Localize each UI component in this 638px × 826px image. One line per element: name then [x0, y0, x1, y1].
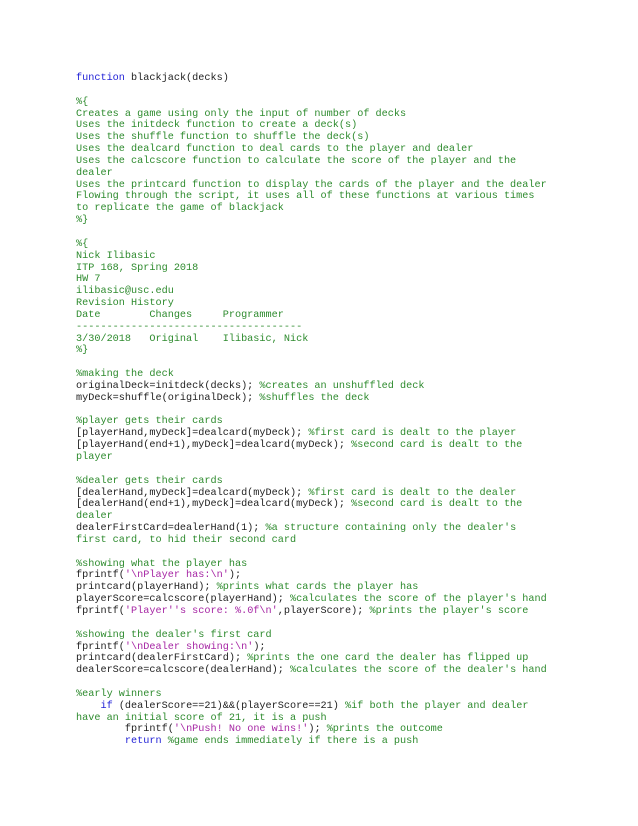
code-line [76, 547, 566, 559]
comment-token: %} [76, 215, 89, 227]
code-line [76, 381, 566, 393]
comment-token: %showing what the player has [76, 558, 248, 570]
code-token: blackjack(decks) [124, 73, 229, 84]
comment-token: %second card is dealt to the [351, 499, 523, 511]
comment-token: %a structure containing only the dealer's [265, 523, 517, 535]
code-token: ); [253, 641, 266, 653]
code-line [76, 630, 566, 642]
comment-token: first card, to hid their second card [76, 534, 297, 546]
comment-token: %showing the dealer's first card [76, 629, 272, 641]
string-token: '\nPlayer has:\n' [124, 570, 229, 582]
code-line [76, 144, 566, 156]
string-token: 'Player''s score: %.0f\n' [124, 605, 278, 617]
comment-token: HW 7 [76, 274, 101, 286]
comment-token: Uses the dealcard function to deal cards to the player and dealer [76, 144, 474, 156]
code-line [76, 724, 566, 736]
comment-token: Uses the printcard function to display the cards of the player and the dealer [76, 179, 547, 191]
code-line [76, 73, 566, 85]
keyword-token: function [76, 73, 125, 84]
comment-token: %second card is dealt to the [351, 440, 523, 452]
code-line [76, 464, 566, 476]
comment-token: %early winners [76, 688, 162, 700]
code-line [76, 440, 566, 452]
code-line [76, 180, 566, 192]
code-line [76, 168, 566, 180]
comment-token: Uses the initdeck function to create a deck(s) [76, 120, 358, 132]
code-line [76, 594, 566, 606]
comment-token: Date Changes Programmer [76, 309, 284, 321]
comment-token: %calculates the score of the dealer's hand [289, 665, 547, 677]
comment-token: %{ [76, 96, 89, 108]
comment-token: Uses the shuffle function to shuffle the deck(s) [76, 132, 370, 144]
code-line [76, 239, 566, 251]
code-token: ,playerScore); [277, 605, 370, 617]
string-token: '\nDealer showing:\n' [124, 641, 254, 653]
comment-token: Flowing through the script, it uses all of these functions at various times [76, 191, 535, 203]
code-token: printcard(dealerFirstCard); [76, 653, 248, 665]
code-token: dealerScore=calcscore(dealerHand); [76, 665, 290, 677]
comment-token: ------------------------------------- [76, 321, 303, 333]
code-line [76, 191, 566, 203]
code-token: ); [228, 570, 242, 582]
code-token: (dealerScore==21)&&(playerScore==21) [112, 700, 346, 712]
comment-token: player [76, 452, 113, 463]
code-line [76, 286, 566, 298]
code-line [76, 263, 566, 275]
comment-token: %making the deck [76, 369, 174, 381]
code-token: originalDeck=initdeck(decks); [76, 380, 260, 392]
comment-token: %prints what cards the player has [216, 582, 419, 594]
comment-token: %prints the player's score [369, 605, 529, 617]
comment-token: %prints the one card the dealer has flipped up [247, 653, 529, 665]
code-line [76, 653, 566, 665]
string-token: '\nPush! No one wins!' [173, 724, 309, 736]
code-line [76, 559, 566, 571]
code-line [76, 476, 566, 488]
code-line [76, 665, 566, 677]
code-line [76, 274, 566, 286]
code-line [76, 642, 566, 654]
comment-token: Nick Ilibasic [76, 250, 156, 262]
code-line [76, 156, 566, 168]
code-token [76, 701, 100, 712]
code-line [76, 428, 566, 440]
comment-token: %dealer gets their cards [76, 475, 223, 487]
code-line [76, 736, 566, 748]
code-line [76, 85, 566, 97]
code-token: [playerHand,myDeck]=dealcard(myDeck); [76, 428, 309, 440]
comment-token: %first card is dealt to the player [308, 428, 517, 440]
comment-token: ilibasic@usc.edu [76, 286, 174, 298]
comment-token: Revision History [76, 298, 174, 310]
comment-token: ITP 168, Spring 2018 [76, 262, 199, 274]
code-line [76, 452, 566, 464]
comment-token: Creates a game using only the input of number of decks [76, 108, 407, 120]
code-line [76, 393, 566, 405]
code-token: printcard(playerHand); [76, 582, 217, 594]
code-line [76, 689, 566, 701]
code-token: [dealerHand(end+1),myDeck]=dealcard(myDeck); [76, 499, 352, 511]
code-line [76, 97, 566, 109]
code-line [76, 511, 566, 523]
code-token: myDeck=shuffle(originalDeck); [76, 392, 260, 404]
code-token: [dealerHand,myDeck]=dealcard(myDeck); [76, 487, 309, 499]
code-token: fprintf( [76, 641, 125, 653]
comment-token: %first card is dealt to the dealer [308, 487, 517, 499]
comment-token: %player gets their cards [76, 416, 223, 428]
code-line [76, 334, 566, 346]
comment-token: to replicate the game of blackjack [76, 203, 284, 215]
comment-token: %{ [76, 238, 89, 250]
code-token: playerScore=calcscore(playerHand); [76, 594, 290, 606]
code-line [76, 677, 566, 689]
code-line [76, 203, 566, 215]
code-line [76, 570, 566, 582]
code-line [76, 405, 566, 417]
comment-token: %} [76, 345, 89, 357]
code-line [76, 215, 566, 227]
code-line [76, 322, 566, 334]
comment-token: %if both the player and dealer [345, 700, 529, 712]
comment-token: %game ends immediately if there is a push [167, 736, 419, 748]
comment-token: %creates an unshuffled deck [259, 380, 425, 392]
code-line [76, 227, 566, 239]
code-line [76, 298, 566, 310]
code-token: dealerFirstCard=dealerHand(1); [76, 523, 266, 535]
code-line [76, 357, 566, 369]
code-line [76, 132, 566, 144]
keyword-token: return [124, 736, 162, 748]
comment-token: have an initial score of 21, it is a push [76, 712, 327, 724]
code-token [76, 736, 125, 747]
code-line [76, 251, 566, 263]
code-document [76, 73, 566, 748]
code-token: [playerHand(end+1),myDeck]=dealcard(myDeck); [76, 440, 352, 452]
code-line [76, 606, 566, 618]
comment-token: %calculates the score of the player's hand [289, 594, 547, 606]
code-line [76, 120, 566, 132]
code-line [76, 488, 566, 500]
code-token: ); [308, 724, 327, 736]
comment-token: dealer [76, 167, 113, 179]
code-line [76, 618, 566, 630]
code-line [76, 369, 566, 381]
code-line [76, 310, 566, 322]
code-line [76, 499, 566, 511]
code-line [76, 535, 566, 547]
code-line [76, 345, 566, 357]
code-line [76, 109, 566, 121]
comment-token: dealer [76, 511, 113, 523]
comment-token: %shuffles the deck [259, 392, 370, 404]
comment-token: %prints the outcome [326, 724, 443, 736]
code-line [76, 416, 566, 428]
comment-token: Uses the calcscore function to calculate the score of the player and the [76, 155, 517, 167]
code-line [76, 582, 566, 594]
comment-token: 3/30/2018 Original Ilibasic, Nick [76, 333, 309, 345]
code-token: fprintf( [76, 724, 174, 736]
code-token: fprintf( [76, 605, 125, 617]
keyword-token: if [100, 700, 113, 712]
code-token: fprintf( [76, 570, 125, 582]
code-line [76, 701, 566, 713]
code-line [76, 523, 566, 535]
code-line [76, 713, 566, 725]
